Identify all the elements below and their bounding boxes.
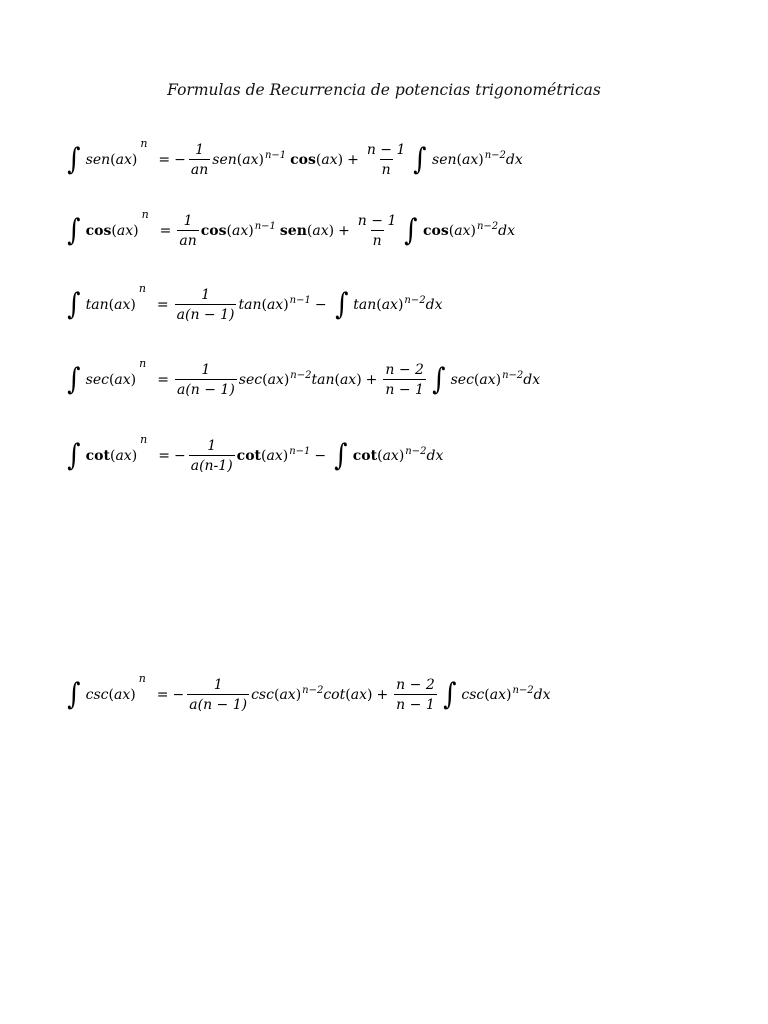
- fraction: $\frac{n - 1}{n}$: [366, 142, 406, 178]
- integral-sign: ∫: [67, 287, 81, 322]
- lhs-function: sen: [85, 152, 111, 168]
- lhs-exponent: n: [140, 136, 148, 150]
- integral-sign: ∫: [67, 362, 81, 397]
- integral-sign: ∫: [67, 142, 81, 177]
- fraction: $\frac{1}{a(n - 1)}$: [176, 287, 235, 323]
- sign: −: [172, 687, 185, 703]
- sign: −: [174, 448, 186, 464]
- integral-sign: ∫: [334, 287, 349, 322]
- fraction: $\frac{n - 1}{n}$: [357, 213, 397, 249]
- formula-tan: ∫ tan ( ax ) n = $\frac{1}{a(n - 1)}$ tan ( ax ) n−1 − ∫ tan ( ax ) n−2 dx: [67, 281, 443, 323]
- lhs-exponent: n: [140, 432, 148, 446]
- integral-sign: ∫: [67, 213, 81, 248]
- formula-sen: ∫ sen ( ax ) n = − $\frac{1}{an}$ sen ( ax ) n−1 cos ( ax ) + $\frac{n - 1}{n}$ ∫ sen ( ax ) n−2 dx: [67, 136, 523, 178]
- integral-sign: ∫: [404, 213, 418, 248]
- integral-sign: ∫: [67, 677, 81, 712]
- integral-sign: ∫: [334, 438, 348, 473]
- fraction: $\frac{n - 2}{n - 1}$: [396, 677, 435, 713]
- integral-sign: ∫: [432, 362, 446, 397]
- lhs-argument: ax: [114, 372, 131, 388]
- integral-sign: ∫: [67, 438, 81, 473]
- formula-cot: ∫ cot ( ax ) n = − $\frac{1}{a(n-1)}$ cot ( ax ) n−1 − ∫ cot ( ax ) n−2 dx: [67, 432, 444, 474]
- lhs-function: cot: [85, 448, 110, 464]
- lhs-exponent: n: [138, 671, 146, 685]
- lhs-argument: ax: [115, 448, 132, 464]
- fraction: $\frac{1}{an}$: [190, 142, 209, 178]
- lhs-argument: ax: [116, 223, 134, 239]
- fraction: $\frac{1}{an}$: [179, 213, 197, 249]
- lhs-exponent: n: [139, 356, 147, 370]
- lhs-argument: ax: [114, 297, 131, 313]
- lhs-argument: ax: [113, 687, 131, 703]
- fraction: $\frac{1}{a(n - 1)}$: [176, 362, 235, 398]
- fraction: $\frac{n - 2}{n - 1}$: [385, 362, 424, 398]
- formula-csc: ∫ csc ( ax ) n = − $\frac{1}{a(n - 1)}$ csc ( ax ) n−2 cot ( ax ) + $\frac{n - 2}{n - 1}$ ∫ csc ( ax ) n−2 dx: [67, 671, 551, 713]
- fraction: $\frac{1}{a(n-1)}$: [190, 438, 233, 474]
- fraction: $\frac{1}{a(n - 1)}$: [189, 677, 248, 713]
- sign: −: [174, 152, 186, 168]
- lhs-argument: ax: [115, 152, 132, 168]
- integral-sign: ∫: [442, 677, 457, 712]
- lhs-function: cos: [85, 223, 112, 239]
- lhs-exponent: n: [141, 207, 149, 221]
- integral-sign: ∫: [413, 142, 427, 177]
- lhs-function: tan: [85, 297, 109, 313]
- lhs-function: sec: [85, 372, 109, 388]
- lhs-exponent: n: [138, 281, 146, 295]
- lhs-function: csc: [85, 687, 109, 703]
- formula-sec: ∫ sec ( ax ) n = $\frac{1}{a(n - 1)}$ sec ( ax ) n−2 tan ( ax ) + $\frac{n - 2}{n - 1}$ ∫ sec ( ax ) n−2 dx: [67, 356, 541, 398]
- formula-cos: ∫ cos ( ax ) n = $\frac{1}{an}$ cos ( ax ) n−1 sen ( ax ) + $\frac{n - 1}{n}$ ∫ cos ( ax ) n−2 dx: [67, 207, 515, 249]
- page-title: Formulas de Recurrencia de potencias trigonométricas: [167, 81, 601, 99]
